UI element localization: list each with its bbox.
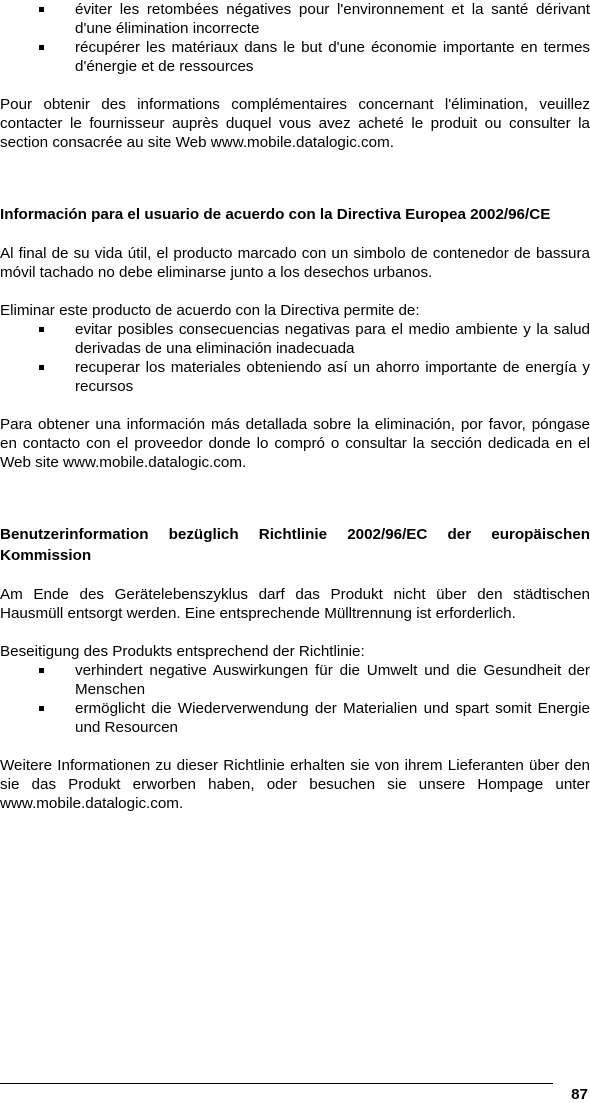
de-info-paragraph: Weitere Informationen zu dieser Richtlinie erhalten sie von ihrem Lieferanten über den sie das Produkt erworben haben, oder besuchen sie unsere Hompage unter www.mobile.datalogic.com. (0, 757, 590, 812)
fr-bullet-list (0, 0, 590, 76)
page-number: 87 (571, 1086, 588, 1103)
list-item (0, 38, 590, 76)
square-bullet-icon (39, 706, 44, 711)
square-bullet-icon (39, 45, 44, 50)
list-item-text: recuperar los materiales obteniendo así un ahorro importante de energía y recursos (75, 359, 590, 395)
es-info-paragraph: Para obtener una información más detallada sobre la eliminación, por favor, póngase en contacto con el proveedor donde lo compró o consultar la sección dedicada en el Web site www.mobile.datalogic.com. (0, 416, 590, 471)
es-lead-paragraph: Eliminar este producto de acuerdo con la Directiva permite de: (0, 302, 420, 319)
list-item (0, 0, 590, 38)
square-bullet-icon (39, 7, 44, 12)
list-item-text: ermöglicht die Wiederverwendung der Materialien und spart somit Energie und Resourcen (75, 700, 590, 736)
de-bullet-list (0, 661, 590, 737)
footer-divider (0, 1083, 553, 1084)
es-intro-paragraph: Al final de su vida útil, el producto marcado con un simbolo de contenedor de bassura móvil tachado no debe eliminarse junto a los desechos urbanos. (0, 245, 590, 281)
de-intro-paragraph: Am Ende des Gerätelebenszyklus darf das Produkt nicht über den städtischen Hausmüll entsorgt werden. Eine entsprechende Mülltrennung ist erforderlich. (0, 586, 590, 622)
square-bullet-icon (39, 668, 44, 673)
es-bullet-list (0, 320, 590, 396)
list-item-text: evitar posibles consecuencias negativas para el medio ambiente y la salud derivadas de una eliminación inadecuada (75, 321, 590, 357)
de-section-heading: Benutzerinformation bezüglich Richtlinie 2002/96/EC der europäischen Kommission (0, 526, 590, 564)
fr-info-paragraph: Pour obtenir des informations complémentaires concernant l'élimination, veuillez contacter le fournisseur auprès duquel vous avez acheté le produit ou consulter la section consacrée au site Web www.mobile.datalogic.com. (0, 96, 590, 151)
es-section-heading: Información para el usuario de acuerdo con la Directiva Europea 2002/96/CE (0, 206, 551, 223)
list-item (0, 320, 590, 358)
list-item-text: verhindert negative Auswirkungen für die Umwelt und die Gesundheit der Menschen (75, 662, 590, 698)
list-item (0, 699, 590, 737)
list-item (0, 358, 590, 396)
de-lead-paragraph: Beseitigung des Produkts entsprechend der Richtlinie: (0, 643, 365, 660)
list-item (0, 661, 590, 699)
list-item-text: récupérer les matériaux dans le but d'une économie importante en termes d'énergie et de ressources (75, 39, 590, 75)
square-bullet-icon (39, 327, 44, 332)
list-item-text: éviter les retombées négatives pour l'environnement et la santé dérivant d'une élimination incorrecte (75, 1, 590, 37)
square-bullet-icon (39, 365, 44, 370)
